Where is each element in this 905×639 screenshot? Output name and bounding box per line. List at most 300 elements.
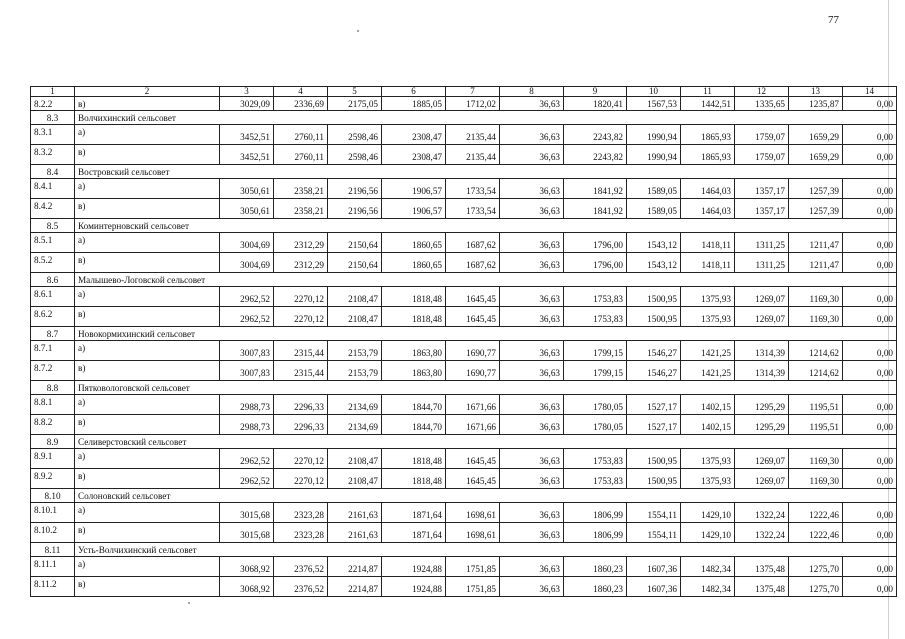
value-cell: 2315,44 — [274, 361, 328, 381]
value-cell: 2196,56 — [328, 199, 382, 219]
value-cell: 0,00 — [843, 395, 897, 415]
value-cell: 36,63 — [500, 199, 564, 219]
row-code: 8.3.1 — [31, 125, 75, 145]
value-cell: 1871,64 — [382, 503, 446, 523]
value-cell: 1418,11 — [681, 233, 735, 253]
value-cell: 1418,11 — [681, 253, 735, 273]
column-number-cell: 5 — [328, 87, 382, 97]
value-cell: 1841,92 — [564, 199, 627, 219]
scan-speck — [188, 602, 190, 604]
section-row — [31, 111, 897, 125]
value-cell: 1257,39 — [789, 199, 843, 219]
value-cell: 1311,25 — [735, 253, 789, 273]
value-cell: 1860,65 — [382, 253, 446, 273]
value-cell: 1314,39 — [735, 341, 789, 361]
value-cell: 2134,69 — [328, 415, 382, 435]
value-cell: 2175,05 — [328, 97, 382, 111]
value-cell: 1269,07 — [735, 307, 789, 327]
value-cell: 2108,47 — [328, 469, 382, 489]
value-cell: 2760,11 — [274, 125, 328, 145]
table-row — [31, 415, 897, 435]
value-cell: 2323,28 — [274, 503, 328, 523]
value-cell: 2108,47 — [328, 307, 382, 327]
row-code: 8.4.1 — [31, 179, 75, 199]
value-cell: 1753,83 — [564, 469, 627, 489]
value-cell: 1375,93 — [681, 449, 735, 469]
value-cell: 3452,51 — [220, 125, 274, 145]
row-code: 8.7.2 — [31, 361, 75, 381]
row-code: 8.5.2 — [31, 253, 75, 273]
value-cell: 1753,83 — [564, 307, 627, 327]
value-cell: 1780,05 — [564, 415, 627, 435]
section-row — [31, 327, 897, 341]
value-cell: 0,00 — [843, 557, 897, 577]
section-code: 8.6 — [31, 273, 75, 287]
row-label: а) — [75, 341, 220, 361]
value-cell: 0,00 — [843, 233, 897, 253]
value-cell: 1799,15 — [564, 341, 627, 361]
value-cell: 1671,66 — [446, 415, 500, 435]
value-cell: 36,63 — [500, 287, 564, 307]
section-title: Пятковологовской сельсовет — [75, 381, 897, 395]
value-cell: 1195,51 — [789, 395, 843, 415]
value-cell: 1421,25 — [681, 361, 735, 381]
value-cell: 1335,65 — [735, 97, 789, 111]
value-cell: 1906,57 — [382, 199, 446, 219]
value-cell: 2270,12 — [274, 307, 328, 327]
section-row — [31, 543, 897, 557]
row-label: а) — [75, 449, 220, 469]
value-cell: 1885,05 — [382, 97, 446, 111]
value-cell: 1169,30 — [789, 307, 843, 327]
value-cell: 1759,07 — [735, 125, 789, 145]
row-label: в) — [75, 97, 220, 111]
value-cell: 1799,15 — [564, 361, 627, 381]
value-cell: 1863,80 — [382, 341, 446, 361]
column-number-cell: 3 — [220, 87, 274, 97]
value-cell: 1607,36 — [627, 557, 681, 577]
column-number-cell: 7 — [446, 87, 500, 97]
section-code: 8.11 — [31, 543, 75, 557]
row-label: а) — [75, 287, 220, 307]
value-cell: 36,63 — [500, 415, 564, 435]
value-cell: 2150,64 — [328, 253, 382, 273]
value-cell: 2760,11 — [274, 145, 328, 165]
value-cell: 1659,29 — [789, 145, 843, 165]
value-cell: 1818,48 — [382, 469, 446, 489]
value-cell: 2312,29 — [274, 233, 328, 253]
value-cell: 1421,25 — [681, 341, 735, 361]
row-label: в) — [75, 415, 220, 435]
value-cell: 1860,65 — [382, 233, 446, 253]
value-cell: 1865,93 — [681, 145, 735, 165]
row-code: 8.7.1 — [31, 341, 75, 361]
value-cell: 2323,28 — [274, 523, 328, 543]
value-cell: 1860,23 — [564, 557, 627, 577]
value-cell: 0,00 — [843, 341, 897, 361]
value-cell: 2988,73 — [220, 415, 274, 435]
value-cell: 2598,46 — [328, 145, 382, 165]
value-cell: 36,63 — [500, 361, 564, 381]
value-cell: 1275,70 — [789, 557, 843, 577]
value-cell: 36,63 — [500, 253, 564, 273]
section-code: 8.9 — [31, 435, 75, 449]
value-cell: 3050,61 — [220, 179, 274, 199]
value-cell: 1863,80 — [382, 361, 446, 381]
value-cell: 2135,44 — [446, 145, 500, 165]
column-number-row — [31, 87, 897, 97]
value-cell: 1257,39 — [789, 179, 843, 199]
value-cell: 2196,56 — [328, 179, 382, 199]
value-cell: 36,63 — [500, 97, 564, 111]
value-cell: 3029,09 — [220, 97, 274, 111]
value-cell: 1645,45 — [446, 449, 500, 469]
value-cell: 0,00 — [843, 503, 897, 523]
value-cell: 1780,05 — [564, 395, 627, 415]
value-cell: 1169,30 — [789, 449, 843, 469]
value-cell: 1818,48 — [382, 449, 446, 469]
row-code: 8.8.2 — [31, 415, 75, 435]
section-row — [31, 165, 897, 179]
value-cell: 1871,64 — [382, 523, 446, 543]
section-row — [31, 381, 897, 395]
row-label: в) — [75, 577, 220, 597]
table-row — [31, 503, 897, 523]
value-cell: 1357,17 — [735, 179, 789, 199]
table-row — [31, 287, 897, 307]
row-code: 8.10.2 — [31, 523, 75, 543]
value-cell: 3452,51 — [220, 145, 274, 165]
column-number-cell: 4 — [274, 87, 328, 97]
section-title: Селиверстовский сельсовет — [75, 435, 897, 449]
value-cell: 0,00 — [843, 577, 897, 597]
value-cell: 2243,82 — [564, 125, 627, 145]
value-cell: 2153,79 — [328, 341, 382, 361]
value-cell: 1375,48 — [735, 577, 789, 597]
value-cell: 3015,68 — [220, 523, 274, 543]
section-code: 8.8 — [31, 381, 75, 395]
value-cell: 1169,30 — [789, 287, 843, 307]
tariff-table — [30, 86, 897, 597]
value-cell: 0,00 — [843, 97, 897, 111]
value-cell: 1753,83 — [564, 287, 627, 307]
row-label: в) — [75, 469, 220, 489]
value-cell: 0,00 — [843, 179, 897, 199]
section-row — [31, 219, 897, 233]
value-cell: 2376,52 — [274, 557, 328, 577]
value-cell: 1554,11 — [627, 523, 681, 543]
column-number-cell: 14 — [843, 87, 897, 97]
row-label: в) — [75, 253, 220, 273]
value-cell: 1567,53 — [627, 97, 681, 111]
value-cell: 1796,00 — [564, 253, 627, 273]
row-code: 8.8.1 — [31, 395, 75, 415]
value-cell: 2308,47 — [382, 145, 446, 165]
value-cell: 1806,99 — [564, 503, 627, 523]
value-cell: 1211,47 — [789, 233, 843, 253]
row-code: 8.4.2 — [31, 199, 75, 219]
value-cell: 2270,12 — [274, 287, 328, 307]
section-title: Новокормихинский сельсовет — [75, 327, 897, 341]
value-cell: 1211,47 — [789, 253, 843, 273]
value-cell: 1402,15 — [681, 395, 735, 415]
value-cell: 1841,92 — [564, 179, 627, 199]
value-cell: 2962,52 — [220, 449, 274, 469]
value-cell: 2962,52 — [220, 307, 274, 327]
value-cell: 2134,69 — [328, 395, 382, 415]
value-cell: 1645,45 — [446, 469, 500, 489]
value-cell: 1500,95 — [627, 307, 681, 327]
value-cell: 1482,34 — [681, 577, 735, 597]
table-row — [31, 145, 897, 165]
value-cell: 1924,88 — [382, 557, 446, 577]
value-cell: 1645,45 — [446, 307, 500, 327]
value-cell: 36,63 — [500, 503, 564, 523]
value-cell: 1860,23 — [564, 577, 627, 597]
value-cell: 1759,07 — [735, 145, 789, 165]
column-number-cell: 10 — [627, 87, 681, 97]
column-number-cell: 11 — [681, 87, 735, 97]
section-code: 8.7 — [31, 327, 75, 341]
value-cell: 2153,79 — [328, 361, 382, 381]
table-row — [31, 557, 897, 577]
value-cell: 1751,85 — [446, 557, 500, 577]
section-row — [31, 435, 897, 449]
value-cell: 1322,24 — [735, 503, 789, 523]
value-cell: 36,63 — [500, 469, 564, 489]
row-label: а) — [75, 233, 220, 253]
value-cell: 36,63 — [500, 307, 564, 327]
value-cell: 0,00 — [843, 415, 897, 435]
value-cell: 0,00 — [843, 523, 897, 543]
value-cell: 1546,27 — [627, 341, 681, 361]
value-cell: 1546,27 — [627, 361, 681, 381]
row-label: в) — [75, 523, 220, 543]
value-cell: 1375,93 — [681, 307, 735, 327]
value-cell: 1442,51 — [681, 97, 735, 111]
value-cell: 1222,46 — [789, 503, 843, 523]
value-cell: 1712,02 — [446, 97, 500, 111]
row-label: а) — [75, 125, 220, 145]
value-cell: 36,63 — [500, 341, 564, 361]
section-title: Малышево-Логовской сельсовет — [75, 273, 897, 287]
section-row — [31, 489, 897, 503]
value-cell: 1645,45 — [446, 287, 500, 307]
row-code: 8.11.2 — [31, 577, 75, 597]
value-cell: 1844,70 — [382, 415, 446, 435]
value-cell: 1659,29 — [789, 125, 843, 145]
column-number-cell: 1 — [31, 87, 75, 97]
value-cell: 2108,47 — [328, 449, 382, 469]
table-row — [31, 469, 897, 489]
value-cell: 36,63 — [500, 233, 564, 253]
value-cell: 1222,46 — [789, 523, 843, 543]
value-cell: 2296,33 — [274, 415, 328, 435]
section-title: Коминтерновский сельсовет — [75, 219, 897, 233]
value-cell: 3007,83 — [220, 361, 274, 381]
value-cell: 1671,66 — [446, 395, 500, 415]
value-cell: 2161,63 — [328, 523, 382, 543]
row-label: в) — [75, 199, 220, 219]
value-cell: 3004,69 — [220, 233, 274, 253]
value-cell: 1295,29 — [735, 395, 789, 415]
value-cell: 2214,87 — [328, 577, 382, 597]
value-cell: 2962,52 — [220, 469, 274, 489]
column-number-cell: 9 — [564, 87, 627, 97]
value-cell: 1311,25 — [735, 233, 789, 253]
section-title: Солоновский сельсовет — [75, 489, 897, 503]
value-cell: 36,63 — [500, 179, 564, 199]
row-code: 8.3.2 — [31, 145, 75, 165]
value-cell: 1322,24 — [735, 523, 789, 543]
value-cell: 1402,15 — [681, 415, 735, 435]
value-cell: 1527,17 — [627, 395, 681, 415]
value-cell: 1429,10 — [681, 503, 735, 523]
value-cell: 1687,62 — [446, 253, 500, 273]
value-cell: 1269,07 — [735, 449, 789, 469]
column-number-cell: 6 — [382, 87, 446, 97]
row-label: в) — [75, 307, 220, 327]
row-label: а) — [75, 395, 220, 415]
value-cell: 3004,69 — [220, 253, 274, 273]
value-cell: 1690,77 — [446, 341, 500, 361]
value-cell: 3068,92 — [220, 577, 274, 597]
table-row — [31, 449, 897, 469]
value-cell: 1554,11 — [627, 503, 681, 523]
value-cell: 1865,93 — [681, 125, 735, 145]
value-cell: 2135,44 — [446, 125, 500, 145]
value-cell: 0,00 — [843, 469, 897, 489]
value-cell: 0,00 — [843, 287, 897, 307]
value-cell: 2296,33 — [274, 395, 328, 415]
value-cell: 1295,29 — [735, 415, 789, 435]
value-cell: 36,63 — [500, 125, 564, 145]
value-cell: 1733,54 — [446, 199, 500, 219]
value-cell: 1214,62 — [789, 341, 843, 361]
value-cell: 0,00 — [843, 145, 897, 165]
scan-speck — [357, 30, 359, 32]
value-cell: 1500,95 — [627, 449, 681, 469]
value-cell: 36,63 — [500, 523, 564, 543]
value-cell: 1698,61 — [446, 523, 500, 543]
value-cell: 1924,88 — [382, 577, 446, 597]
row-code: 8.11.1 — [31, 557, 75, 577]
value-cell: 2150,64 — [328, 233, 382, 253]
value-cell: 1543,12 — [627, 233, 681, 253]
value-cell: 36,63 — [500, 145, 564, 165]
row-label: в) — [75, 145, 220, 165]
value-cell: 1990,94 — [627, 125, 681, 145]
value-cell: 1169,30 — [789, 469, 843, 489]
value-cell: 1482,34 — [681, 557, 735, 577]
value-cell: 1269,07 — [735, 287, 789, 307]
value-cell: 1464,03 — [681, 179, 735, 199]
value-cell: 0,00 — [843, 449, 897, 469]
row-code: 8.2.2 — [31, 97, 75, 111]
value-cell: 1687,62 — [446, 233, 500, 253]
value-cell: 1527,17 — [627, 415, 681, 435]
value-cell: 2243,82 — [564, 145, 627, 165]
section-row — [31, 273, 897, 287]
row-code: 8.6.1 — [31, 287, 75, 307]
value-cell: 0,00 — [843, 361, 897, 381]
value-cell: 1820,41 — [564, 97, 627, 111]
section-title: Волчихинский сельсовет — [75, 111, 897, 125]
value-cell: 36,63 — [500, 557, 564, 577]
column-number-cell: 8 — [500, 87, 564, 97]
value-cell: 2214,87 — [328, 557, 382, 577]
column-number-cell: 13 — [789, 87, 843, 97]
table-row — [31, 577, 897, 597]
value-cell: 2308,47 — [382, 125, 446, 145]
value-cell: 36,63 — [500, 449, 564, 469]
value-cell: 2962,52 — [220, 287, 274, 307]
value-cell: 1375,93 — [681, 287, 735, 307]
column-number-cell: 2 — [75, 87, 220, 97]
value-cell: 2598,46 — [328, 125, 382, 145]
value-cell: 1375,48 — [735, 557, 789, 577]
section-title: Усть-Волчихинский сельсовет — [75, 543, 897, 557]
page-number: 77 — [828, 14, 839, 26]
row-code: 8.6.2 — [31, 307, 75, 327]
value-cell: 1195,51 — [789, 415, 843, 435]
value-cell: 1844,70 — [382, 395, 446, 415]
value-cell: 1375,93 — [681, 469, 735, 489]
row-code: 8.9.2 — [31, 469, 75, 489]
table-row — [31, 395, 897, 415]
row-code: 8.10.1 — [31, 503, 75, 523]
value-cell: 2336,69 — [274, 97, 328, 111]
value-cell: 0,00 — [843, 253, 897, 273]
row-label: а) — [75, 179, 220, 199]
value-cell: 1806,99 — [564, 523, 627, 543]
value-cell: 1314,39 — [735, 361, 789, 381]
value-cell: 1464,03 — [681, 199, 735, 219]
value-cell: 2108,47 — [328, 287, 382, 307]
value-cell: 2161,63 — [328, 503, 382, 523]
value-cell: 3068,92 — [220, 557, 274, 577]
value-cell: 3015,68 — [220, 503, 274, 523]
section-title: Востровский сельсовет — [75, 165, 897, 179]
table-row — [31, 199, 897, 219]
table-row — [31, 179, 897, 199]
table-row — [31, 233, 897, 253]
value-cell: 1733,54 — [446, 179, 500, 199]
section-code: 8.5 — [31, 219, 75, 233]
section-code: 8.3 — [31, 111, 75, 125]
value-cell: 0,00 — [843, 307, 897, 327]
value-cell: 1543,12 — [627, 253, 681, 273]
value-cell: 1607,36 — [627, 577, 681, 597]
value-cell: 1753,83 — [564, 449, 627, 469]
value-cell: 1698,61 — [446, 503, 500, 523]
row-label: а) — [75, 503, 220, 523]
value-cell: 1214,62 — [789, 361, 843, 381]
value-cell: 1275,70 — [789, 577, 843, 597]
table-row — [31, 97, 897, 111]
value-cell: 1990,94 — [627, 145, 681, 165]
value-cell: 2312,29 — [274, 253, 328, 273]
table-row — [31, 523, 897, 543]
value-cell: 1357,17 — [735, 199, 789, 219]
value-cell: 3007,83 — [220, 341, 274, 361]
value-cell: 1500,95 — [627, 287, 681, 307]
value-cell: 0,00 — [843, 125, 897, 145]
value-cell: 1751,85 — [446, 577, 500, 597]
value-cell: 1818,48 — [382, 307, 446, 327]
table-row — [31, 361, 897, 381]
table-row — [31, 253, 897, 273]
